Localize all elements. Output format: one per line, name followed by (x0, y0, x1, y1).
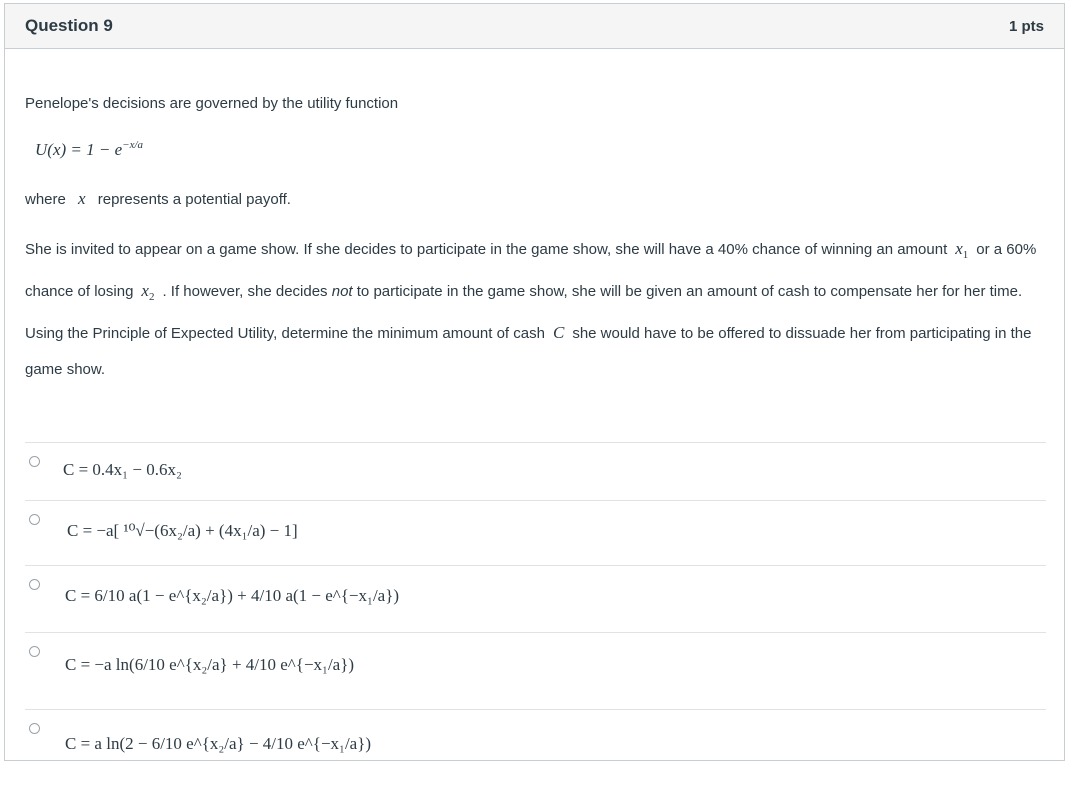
answer-b-formula: C = −a[ ¹⁰√−(6x₂/a) + (4x₁/a) − 1] (67, 521, 298, 540)
radio-button-c[interactable] (29, 579, 40, 590)
story-var-x2: x (141, 281, 149, 300)
story-sub-1: 1 (962, 249, 969, 261)
answer-option-d[interactable] (25, 632, 1046, 709)
formula-lhs: U(x) = 1 − e (35, 140, 123, 159)
answer-list (25, 442, 1046, 789)
story-var-c: C (552, 323, 565, 342)
question-intro: Penelope's decisions are governed by the utility function (25, 95, 399, 112)
radio-button-b[interactable] (29, 514, 40, 525)
story-emphasis: not (331, 283, 353, 300)
story-text-4: to participate in the game show, she will be given an amount of cash to compensate her for her time. Using the Principle of Expected Utility, determine the minimum amount of cash (25, 283, 1023, 342)
radio-button-a[interactable] (29, 456, 40, 467)
radio-button-e[interactable] (29, 723, 40, 734)
answer-c-formula: C = 6/10 a(1 − e^{x₂/a}) + 4/10 a(1 − e^{−x₁/a}) (65, 586, 400, 605)
answer-e-formula: C = a ln(2 − 6/10 e^{x₂/a} − 4/10 e^{−x₁/a}) (65, 734, 372, 753)
answer-option-a[interactable] (25, 442, 1046, 500)
where-line (25, 189, 291, 209)
story-text-5: she would have to be offered to dissuade her from participating in the game show. (25, 325, 1032, 378)
answer-option-b[interactable] (25, 500, 1046, 565)
answer-d-formula: C = −a ln(6/10 e^{x₂/a} + 4/10 e^{−x₁/a}) (65, 655, 355, 674)
answer-option-e[interactable] (25, 709, 1046, 789)
story-text-1: She is invited to appear on a game show. If she decides to participate in the game show, she will have a 40% chance of winning an amount (25, 241, 948, 258)
question-header (5, 4, 1064, 49)
story-text-3: . If however, she decides (162, 283, 328, 300)
question-card (4, 3, 1065, 761)
formula-exponent: −x/a (122, 139, 144, 151)
story-text-2: or a 60% chance of losing (25, 241, 1037, 300)
where-text: where (25, 191, 66, 208)
story-var-x1: x (955, 239, 963, 258)
story-sub-2: 2 (148, 291, 155, 303)
answer-a-formula: C = 0.4x₁ − 0.6x₂ (63, 460, 182, 479)
answer-option-c[interactable] (25, 565, 1046, 632)
question-points: 1 pts (1008, 17, 1044, 35)
question-story (25, 231, 1050, 388)
radio-button-d[interactable] (29, 646, 40, 657)
utility-formula (35, 139, 143, 160)
question-title: Question 9 (25, 16, 113, 35)
where-var: x (78, 189, 86, 208)
where-text-after: represents a potential payoff. (97, 191, 291, 208)
